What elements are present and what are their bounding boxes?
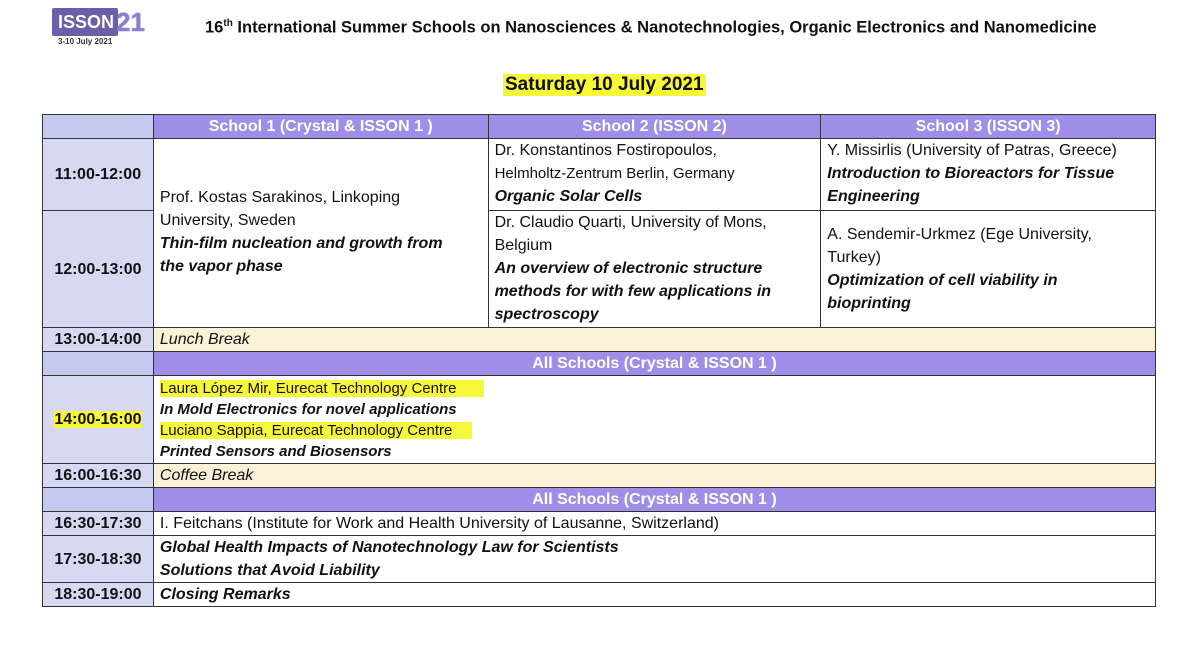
school-1-title-line2: the vapor phase [159,258,283,275]
schedule-table [42,114,1156,607]
time-slot-1830: 18:30-19:00 [43,583,154,607]
afternoon-speaker-1: Laura López Mir, Eurecat Technology Centre [160,380,485,397]
school-1-speaker-line2: University, Sweden [159,212,296,229]
logo-word: ISSON [52,8,118,36]
school-3a-speaker: Y. Missirlis (University of Patras, Greece) [827,142,1117,159]
school-2b-title-line1: An overview of electronic structure [494,260,763,277]
time-slot-1400-label: 14:00-16:00 [54,411,142,428]
all-schools-corner-2 [43,488,154,512]
school-3b-speaker-line1: A. Sendemir-Urkmez (Ege University, [827,226,1092,243]
table-row [43,488,1156,512]
final-title-line2: Solutions that Avoid Liability [159,562,380,579]
time-slot-1300: 13:00-14:00 [43,328,154,352]
table-row [43,376,1156,464]
school-2-session-b [488,211,821,328]
header-corner-cell [43,115,154,139]
school-2b-speaker-line1: Dr. Claudio Quarti, University of Mons, [494,214,767,231]
closing-remarks: Closing Remarks [153,583,1155,607]
afternoon-session [153,376,1155,464]
table-row [43,536,1156,583]
time-slot-1730: 17:30-18:30 [43,536,154,583]
final-session-title [153,536,1155,583]
day-title: Saturday 10 July 2021 [505,74,704,95]
school-2-session-a [488,139,821,211]
school-1-header: School 1 (Crystal & ISSON 1 ) [153,115,488,139]
afternoon-title-1: In Mold Electronics for novel applications [159,400,457,418]
time-slot-1600: 16:00-16:30 [43,464,154,488]
school-3b-title-line1: Optimization of cell viability in [827,272,1058,289]
table-header-row [43,115,1156,139]
school-3-session-a [821,139,1156,211]
header-ordinal-suffix: th [223,18,233,29]
lunch-break: Lunch Break [153,328,1155,352]
time-slot-1100: 11:00-12:00 [43,139,154,211]
school-2b-title-line3: spectroscopy [494,306,599,323]
header-ordinal: 16 [205,18,224,37]
school-2b-title-line2: methods for with few applications in [494,283,772,300]
afternoon-speaker-2: Luciano Sappia, Eurecat Technology Centre [160,422,472,439]
school-1-session [153,139,488,328]
table-row [43,583,1156,607]
coffee-break: Coffee Break [153,464,1155,488]
final-speaker: I. Feitchans (Institute for Work and Health University of Lausanne, Switzerland) [153,512,1155,536]
table-row [43,352,1156,376]
all-schools-header-2: All Schools (Crystal & ISSON 1 ) [153,488,1155,512]
school-3b-title-line2: bioprinting [827,295,911,312]
afternoon-title-2: Printed Sensors and Biosensors [159,442,392,460]
logo-number: 21 [116,7,145,37]
school-1-title-line1: Thin-film nucleation and growth from [159,235,443,252]
final-title-line1: Global Health Impacts of Nanotechnology Law for Scientists [159,539,619,556]
table-row [43,139,1156,211]
page-header [205,18,1097,38]
table-row [43,512,1156,536]
header-title-text: International Summer Schools on Nanosciences & Nanotechnologies, Organic Electronics and Nanomedicine [237,18,1097,37]
school-3a-title-line1: Introduction to Bioreactors for Tissue [827,165,1115,182]
school-2a-speaker: Dr. Konstantinos Fostiropoulos, [494,142,717,159]
school-1-speaker-line1: Prof. Kostas Sarakinos, Linkoping [159,189,401,206]
school-3-session-b [821,211,1156,328]
all-schools-corner-1 [43,352,154,376]
all-schools-header-1: All Schools (Crystal & ISSON 1 ) [153,352,1155,376]
school-2b-speaker-line2: Belgium [494,237,553,254]
school-3-header: School 3 (ISSON 3) [821,115,1156,139]
table-row [43,464,1156,488]
time-slot-1200: 12:00-13:00 [43,211,154,328]
time-slot-1400 [43,376,154,464]
school-3b-speaker-line2: Turkey) [827,249,881,266]
school-2a-title: Organic Solar Cells [494,188,643,205]
table-row [43,328,1156,352]
school-3a-title-line2: Engineering [827,188,920,205]
logo-dates: 3-10 July 2021 [58,37,113,46]
school-2a-affiliation: Helmholtz-Zentrum Berlin, Germany [494,165,735,182]
time-slot-1630: 16:30-17:30 [43,512,154,536]
isson21-logo [52,6,156,50]
school-2-header: School 2 (ISSON 2) [488,115,821,139]
